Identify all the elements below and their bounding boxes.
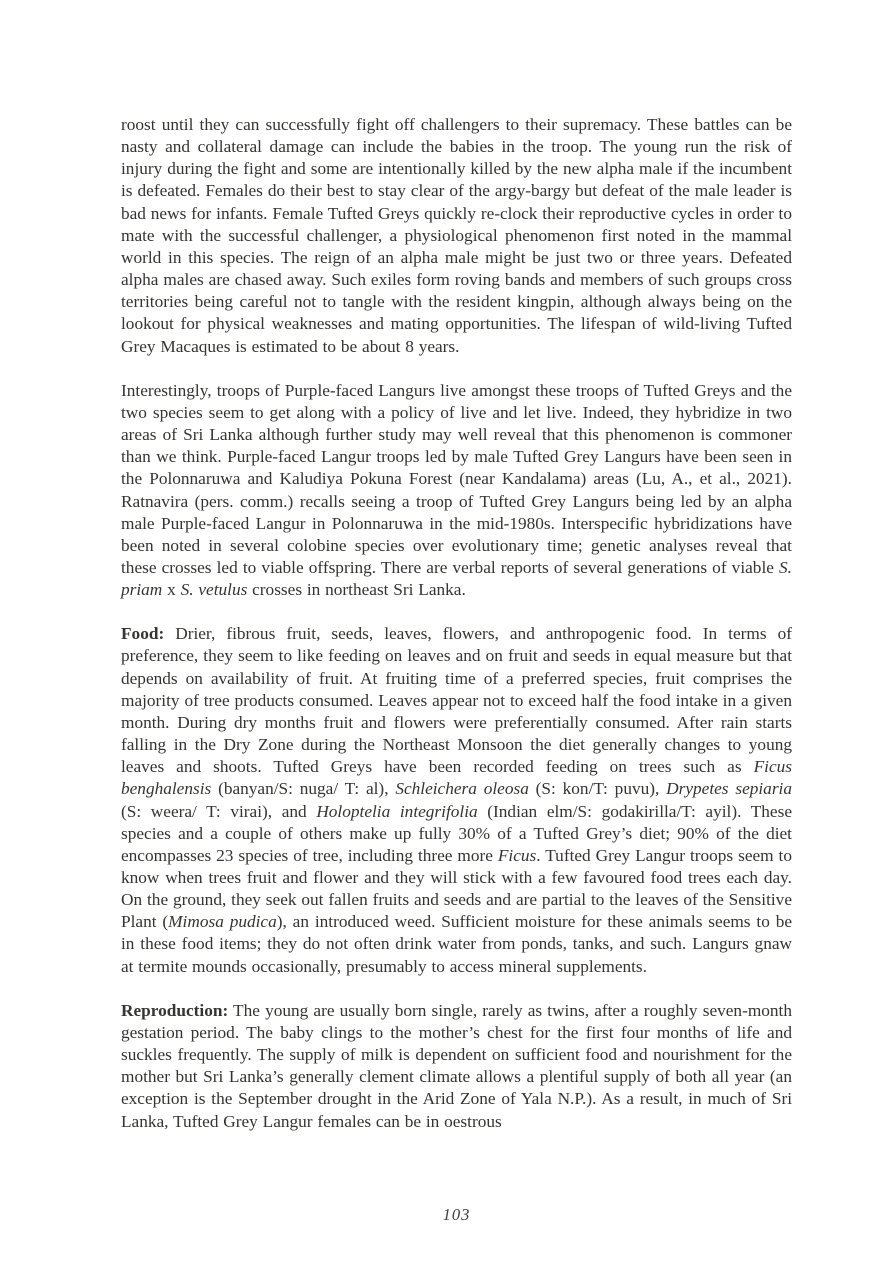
species-name-text: Ficus benghalensis: [121, 757, 792, 799]
text-run: Interestingly, troops of Purple-faced Langurs live amongst these troops of Tufted Greys and the two species seem to get along with a policy of live and let live. Indeed, they hybridize in two areas of Sri Lanka although further study may well reveal that this phenomenon is commoner than we think. Purple-faced Langur troops led by male Tufted Grey Langurs have been seen in the Polonnaruwa and Kaludiya Pokuna Forest (near Kandalama) areas (Lu, A., et al., 2021). Ratnavira (pers. comm.) recalls seeing a troop of Tufted Grey Langurs being led by an alpha male Purple-faced Langur in Polonnaruwa in the mid-1980s. Interspecific hybridizations have been noted in several colobine species over evolutionary time; genetic analyses reveal that these crosses led to viable offspring. There are verbal reports of several generations of viable: [121, 380, 792, 577]
species-name-text: Drypetes sepiaria: [666, 779, 792, 799]
text-run: crosses in northeast Sri Lanka.: [247, 580, 466, 600]
page-text-block: [121, 114, 792, 1155]
text-run: (banyan/S: nuga/ T: al),: [211, 779, 396, 799]
paragraph-food: [121, 623, 792, 978]
paragraph-hybridization: [121, 380, 792, 602]
text-run: ), an introduced weed. Sufficient moisture for these animals seems to be in these food items; they do not often drink water from ponds, tanks, and such. Langurs gnaw at termite mounds occasionally, presumably to access mineral supplements.: [121, 912, 793, 976]
page-number: 103: [442, 1205, 471, 1224]
species-name-text: Mimosa pudica: [168, 912, 277, 932]
paragraph-reproduction: [121, 1000, 792, 1133]
section-label-food: Food:: [121, 624, 165, 644]
species-name-text: Holoptelia integrifolia: [316, 801, 478, 821]
page-footer: [121, 1205, 792, 1225]
species-name-text: S. priam: [121, 557, 792, 600]
text-run: (S: weera/ T: virai), and: [121, 801, 317, 821]
text-run: roost until they can successfully fight off challengers to their supremacy. These battles can be nasty and collateral damage can include the babies in the troop. The young run the risk of injury during the fight and some are intentionally killed by the new alpha male if the incumbent is defeated. Females do their best to stay clear of the argy-bargy but defeat of the male leader is bad news for infants. Female Tufted Greys quickly re-clock their reproductive cycles in order to mate with the successful challenger, a physiological phenomenon first noted in the mammal world in this species. The reign of an alpha male might be just two or three years. Defeated alpha males are chased away. Such exiles form roving bands and members of such groups cross territories being careful not to tangle with the resident kingpin, although always being on the lookout for physical weaknesses and mating opportunities. The lifespan of wild-living Tufted Grey Macaques is estimated to be about 8 years.: [121, 115, 792, 356]
paragraph-alpha-male-battles: [121, 114, 792, 358]
text-run: (Indian elm/S: godakirilla/T: ayil). These species and a couple of others make up fully 30% of a Tufted Grey’s diet; 90% of the diet encompasses 23 species of tree, including three more: [121, 801, 792, 865]
text-run: (S: kon/T: puvu),: [528, 779, 667, 799]
text-run: . Tufted Grey Langur troops seem to know when trees fruit and flower and they will stick with a few favoured food trees each day. On the ground, they seek out fallen fruits and seeds and are partial to the leaves of the Sensitive Plant (: [121, 845, 792, 932]
species-name-text: S. vetulus: [180, 580, 248, 600]
section-label-reproduction: Reproduction:: [121, 1000, 229, 1020]
text-run: The young are usually born single, rarely as twins, after a roughly seven-month gestation period. The baby clings to the mother’s chest for the first four months of life and suckles frequently. The supply of milk is dependent on sufficient food and nourishment for the mother but Sri Lanka’s generally clement climate allows a plentiful supply of both all year (an exception is the September drought in the Arid Zone of Yala N.P.). As a result, in much of Sri Lanka, Tufted Grey Langur females can be in oestrous: [121, 1000, 792, 1131]
species-name-text: Schleichera oleosa: [395, 779, 529, 799]
text-run: Drier, fibrous fruit, seeds, leaves, flowers, and anthropogenic food. In terms of preference, they seem to like feeding on leaves and on fruit and seeds in equal measure but that depends on availability of fruit. At fruiting time of a preferred species, fruit comprises the majority of tree products consumed. Leaves appear not to exceed half the food intake in a given month. During dry months fruit and flowers were preferentially consumed. After rain starts falling in the Dry Zone during the Northeast Monsoon the diet generally changes to young leaves and shoots. Tufted Greys have been recorded feeding on trees such as: [121, 624, 792, 777]
species-name-text: Ficus: [497, 845, 537, 865]
text-run: x: [162, 580, 181, 600]
